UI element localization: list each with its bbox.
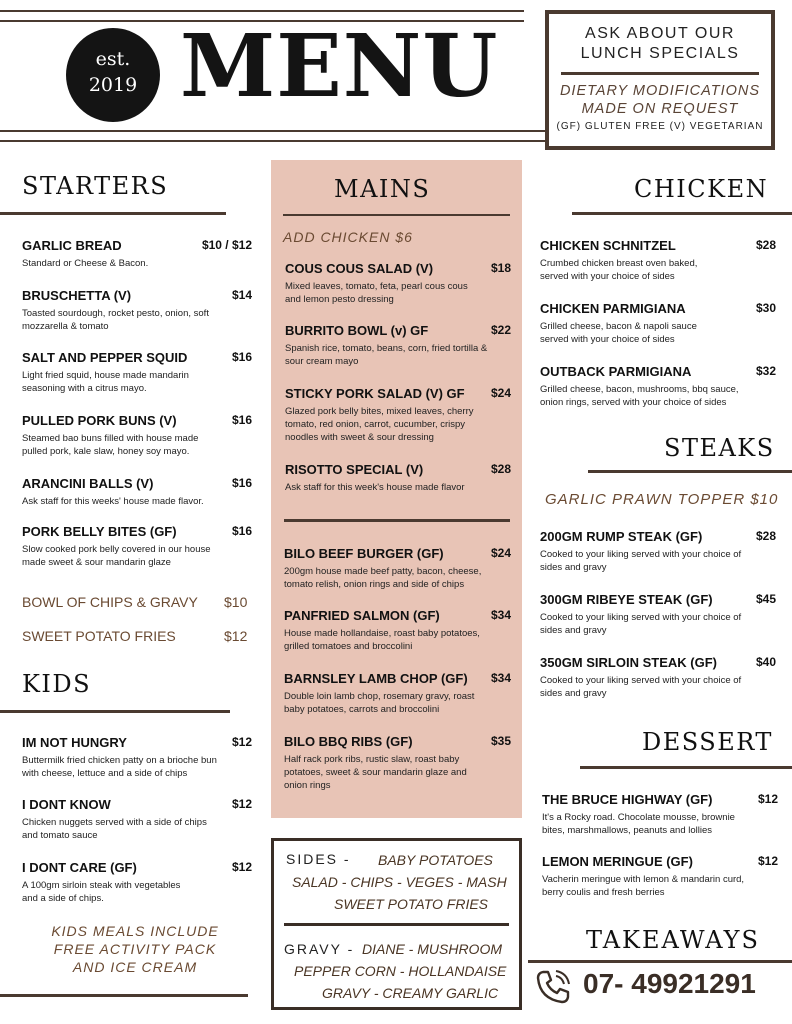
item-description: 200gm house made beef patty, bacon, cheese, tomato relish, onion rings and side of chips [284, 566, 482, 590]
chicken-rule [572, 212, 792, 215]
sides-label: SIDES - [286, 851, 351, 867]
item-price: $28 [755, 238, 776, 252]
dietary-line1: DIETARY MODIFICATIONS [559, 83, 761, 99]
item-price: $10 / $12 [201, 238, 252, 252]
item-description: Ask staff for this weeks' house made flavor. [22, 496, 204, 507]
item-name: COUS COUS SALAD (V) [285, 261, 434, 276]
item-description: Standard or Cheese & Bacon. [22, 258, 149, 269]
item-name: LEMON MERINGUE (GF) [542, 854, 693, 869]
menu-item [540, 238, 776, 283]
item-name: I DONT CARE (GF) [22, 860, 137, 875]
item-description: Buttermilk fried chicken patty on a brioche bun with cheese, lettuce and a side of chips [22, 755, 217, 779]
item-price: $22 [490, 323, 511, 337]
menu-item [22, 288, 252, 333]
item-price: $12 [757, 854, 778, 868]
item-description: Half rack pork ribs, rustic slaw, roast baby potatoes, sweet & sour mandarin glaze and onion rings [284, 754, 467, 791]
mains-divider [284, 519, 510, 522]
chicken-heading: CHICKEN [634, 175, 769, 203]
specials-text [549, 24, 771, 64]
item-price: $40 [755, 655, 776, 669]
menu-item [284, 671, 511, 716]
item-price: $34 [490, 608, 511, 622]
item-price: $24 [490, 546, 511, 560]
kids-meal-note [22, 922, 248, 976]
kids-rule [0, 710, 230, 713]
starters-heading: STARTERS [22, 172, 169, 200]
item-price: $14 [231, 288, 252, 302]
specials-box [545, 10, 775, 150]
item-description: Slow cooked pork belly covered in our house made sweet & sour mandarin glaze [22, 544, 211, 568]
item-name: PANFRIED SALMON (GF) [284, 608, 440, 623]
sides-gravy-box [271, 838, 522, 1010]
item-description: Grilled cheese, bacon, mushrooms, bbq sauce, onion rings, served with your choice of sides [540, 384, 739, 408]
item-description: Crumbed chicken breast oven baked, served with your choice of sides [540, 258, 698, 282]
menu-item [22, 860, 252, 905]
kids-note-line2: FREE ACTIVITY PACK [53, 941, 217, 957]
extra-item-price: $12 [224, 628, 248, 644]
kids-note-line3: AND ICE CREAM [72, 959, 198, 975]
item-price: $34 [490, 671, 511, 685]
sides-divider [284, 923, 509, 926]
menu-item [540, 301, 776, 346]
item-description: Cooked to your liking served with your choice of sides and gravy [540, 675, 742, 699]
steaks-rule [588, 470, 792, 473]
menu-item [22, 413, 252, 458]
dessert-rule [580, 766, 792, 769]
item-price: $12 [231, 735, 252, 749]
dessert-heading: DESSERT [642, 728, 773, 756]
badge-line1: est. [95, 48, 131, 70]
menu-item [284, 734, 511, 792]
item-description: Grilled cheese, bacon & napoli sauce served with your choice of sides [540, 321, 697, 345]
item-description: House made hollandaise, roast baby potatoes, grilled tomatoes and broccolini [284, 628, 480, 652]
item-price: $30 [755, 301, 776, 315]
takeaways-heading: TAKEAWAYS [586, 926, 760, 954]
starters-rule [0, 212, 226, 215]
item-description: Mixed leaves, tomato, feta, pearl cous cous and lemon pesto dressing [285, 281, 468, 305]
menu-item [285, 323, 511, 368]
item-price: $35 [490, 734, 511, 748]
item-name: BARNSLEY LAMB CHOP (GF) [284, 671, 468, 686]
item-name: 350GM SIRLOIN STEAK (GF) [540, 655, 717, 670]
menu-item [542, 792, 778, 837]
item-name: PORK BELLY BITES (GF) [22, 524, 177, 539]
item-name: STICKY PORK SALAD (V) GF [285, 386, 465, 401]
item-description: A 100gm sirloin steak with vegetables and a side of chips. [22, 880, 181, 904]
kids-note-line1: KIDS MEALS INCLUDE [51, 923, 219, 939]
item-description: It's a Rocky road. Chocolate mousse, brownie bites, marshmallows, peanuts and lollies [542, 812, 735, 836]
item-price: $16 [231, 476, 252, 490]
menu-item [540, 529, 776, 574]
gravy-line3: GRAVY - CREAMY GARLIC [322, 985, 499, 1001]
menu-item [284, 608, 511, 653]
item-price: $12 [757, 792, 778, 806]
footer-rule-left [0, 994, 248, 997]
steaks-heading: STEAKS [664, 434, 775, 462]
item-price: $24 [490, 386, 511, 400]
menu-item [22, 524, 252, 569]
item-description: Cooked to your liking served with your choice of sides and gravy [540, 612, 742, 636]
specials-divider [561, 72, 759, 75]
menu-item [22, 350, 252, 395]
established-badge [66, 28, 160, 122]
extra-item-price: $10 [224, 594, 248, 610]
item-description: Spanish rice, tomato, beans, corn, fried tortilla & sour cream mayo [285, 343, 488, 367]
item-name: THE BRUCE HIGHWAY (GF) [542, 792, 713, 807]
item-name: I DONT KNOW [22, 797, 111, 812]
item-description: Ask staff for this week's house made flavor [285, 482, 465, 493]
item-name: PULLED PORK BUNS (V) [22, 413, 177, 428]
item-price: $28 [755, 529, 776, 543]
header-rule-bottom-1 [0, 130, 545, 132]
item-name: GARLIC BREAD [22, 238, 122, 253]
item-name: 300GM RIBEYE STEAK (GF) [540, 592, 713, 607]
specials-line1: ASK ABOUT OUR [585, 25, 735, 42]
menu-item [285, 261, 511, 306]
item-description: Toasted sourdough, rocket pesto, onion, soft mozzarella & tomato [22, 308, 209, 332]
item-description: Vacherin meringue with lemon & mandarin curd, berry coulis and fresh berries [542, 874, 745, 898]
menu-item [22, 797, 252, 842]
gravy-label: GRAVY - [284, 941, 355, 957]
item-price: $12 [231, 797, 252, 811]
item-description: Steamed bao buns filled with house made pulled pork, kale slaw, honey soy mayo. [22, 433, 199, 457]
menu-item [284, 546, 511, 591]
header-rule-bottom-2 [0, 140, 545, 142]
phone-number[interactable]: 07- 49921291 [583, 968, 756, 999]
mains-add-on: ADD CHICKEN $6 [283, 229, 413, 245]
menu-item [540, 364, 776, 409]
gravy-line1: DIANE - MUSHROOM [362, 941, 502, 957]
specials-line2: LUNCH SPECIALS [580, 45, 740, 62]
item-price: $12 [231, 860, 252, 874]
gravy-line2: PEPPER CORN - HOLLANDAISE [294, 963, 507, 979]
kids-heading: KIDS [22, 670, 92, 698]
menu-item [22, 735, 252, 780]
item-name: ARANCINI BALLS (V) [22, 476, 154, 491]
item-price: $16 [231, 350, 252, 364]
menu-item [285, 386, 511, 444]
item-name: IM NOT HUNGRY [22, 735, 127, 750]
menu-item [285, 462, 511, 494]
phone-icon [534, 968, 572, 1006]
page-title: MENU [180, 16, 499, 117]
dietary-legend: (GF) GLUTEN FREE (V) VEGETARIAN [556, 121, 764, 132]
menu-item [22, 476, 252, 508]
extra-item-name: SWEET POTATO FRIES [22, 628, 176, 644]
sides-line1: BABY POTATOES [378, 852, 493, 868]
mains-heading: MAINS [334, 175, 431, 203]
item-price: $16 [231, 524, 252, 538]
item-price: $18 [490, 261, 511, 275]
takeaways-rule [528, 960, 792, 963]
item-name: CHICKEN PARMIGIANA [540, 301, 686, 316]
item-name: 200GM RUMP STEAK (GF) [540, 529, 703, 544]
mains-rule-top [283, 214, 510, 216]
menu-item [540, 592, 776, 637]
item-name: CHICKEN SCHNITZEL [540, 238, 676, 253]
item-name: BRUSCHETTA (V) [22, 288, 132, 303]
menu-item [540, 655, 776, 700]
item-description: Light fried squid, house made mandarin seasoning with a citrus mayo. [22, 370, 189, 394]
item-price: $32 [755, 364, 776, 378]
menu-item [542, 854, 778, 899]
extra-item-name: BOWL OF CHIPS & GRAVY [22, 594, 198, 610]
item-name: RISOTTO SPECIAL (V) [285, 462, 424, 477]
menu-item [22, 238, 252, 270]
badge-line2: 2019 [88, 74, 138, 96]
item-name: BILO BBQ RIBS (GF) [284, 734, 413, 749]
item-price: $16 [231, 413, 252, 427]
item-name: OUTBACK PARMIGIANA [540, 364, 692, 379]
dietary-text [549, 82, 771, 118]
item-name: BILO BEEF BURGER (GF) [284, 546, 444, 561]
item-description: Double loin lamb chop, rosemary gravy, roast baby potatoes, carrots and broccolini [284, 691, 475, 715]
sides-line3: SWEET POTATO FRIES [334, 896, 489, 912]
item-price: $45 [755, 592, 776, 606]
item-description: Chicken nuggets served with a side of chips and tomato sauce [22, 817, 207, 841]
steaks-topper: GARLIC PRAWN TOPPER $10 [545, 491, 779, 508]
item-name: SALT AND PEPPER SQUID [22, 350, 188, 365]
sides-line2: SALAD - CHIPS - VEGES - MASH [292, 874, 507, 890]
item-price: $28 [490, 462, 511, 476]
item-description: Glazed pork belly bites, mixed leaves, cherry tomato, red onion, carrot, cucumber, crispy noodles with sweet & sour dressing [285, 406, 474, 443]
item-name: BURRITO BOWL (v) GF [285, 323, 429, 338]
item-description: Cooked to your liking served with your choice of sides and gravy [540, 549, 742, 573]
dietary-line2: MADE ON REQUEST [581, 101, 739, 117]
